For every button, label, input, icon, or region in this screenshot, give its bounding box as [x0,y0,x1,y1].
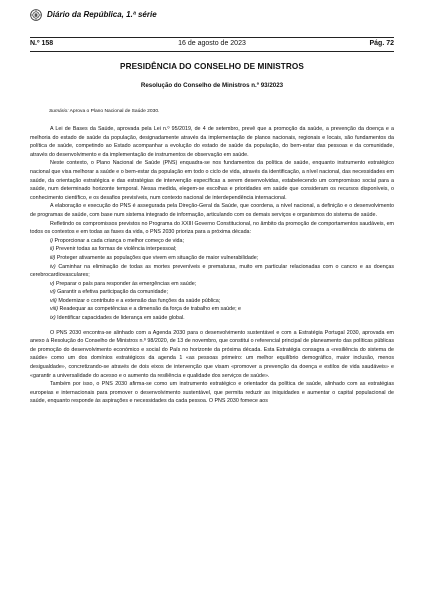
republic-crest-icon [30,9,42,21]
priority-item [30,263,394,280]
issue-date: 16 de agosto de 2023 [178,40,246,47]
priority-marker: v) [50,280,55,287]
summary-label: Sumário: [49,109,69,114]
priority-text: Caminhar na eliminação de todas as mortes preveníveis e prematuras, muito em particular relacionadas com o cancro e as doenças cerebrocardiovasculares; [30,263,394,279]
priority-text: Garantir a efetiva participação da comunidade; [57,289,168,296]
priority-marker: viii) [50,306,59,313]
priority-text: Preparar o país para responder às emergências em saúde; [55,280,197,287]
body-paragraph: Também por isso, o PNS 2030 afirma-se como um instrumento estratégico e orientador da política de saúde, alinhado com as estratégias europeias e internacionais para promover o desenvolvimento sustentável, que permita reduzir as iniquidades e aumentar o capital populacional de saúde, enquanto responde às aspirações e necessidades da cada pessoa. O PNS 2030 fomece aos [30,381,394,405]
priority-text: Prevenir todas as formas de violência interpessoal; [55,246,177,253]
priority-marker: vi) [50,289,56,296]
journal-title: Diário da República, 1.ª série [47,10,157,19]
priority-item [30,314,394,323]
priority-item [30,305,394,314]
priority-marker: ii) [50,246,55,253]
priority-marker: iii) [50,254,56,261]
body-paragraph: A elaboração e execução do PNS é assegurada pela Direção-Geral da Saúde, que coordena, a nível nacional, a definição e o desenvolvimento de programas de saúde, com base num sistema integrado de informação, articulando com os demais serviços e organismos do sistema de saúde. [30,203,394,218]
summary-text: Aprova o Plano Nacional de Saúde 2030. [69,109,160,114]
priority-text: Identificar capacidades de liderança em saúde global. [57,315,185,322]
priority-text: Readequar as competências e a dimensão da força de trabalho em saúde; e [59,306,242,313]
journal-header [30,8,395,24]
priority-item [30,288,394,297]
priorities-list [30,237,394,323]
header-top-rule [30,37,394,38]
body-paragraph: O PNS 2030 encontra-se alinhado com a Agenda 2030 para o desenvolvimento sustentável e com a Estratégia Portugal 2030, aprovada em anexo à Resolução do Conselho de Ministros n.º 98/2020, de 13 de novembro, que constitui o referencial principal de planeamento das políticas públicas de promoção do desenvolvimento económico e social do País no horizonte da próxima década. Esta Estratégia consagra a «resiliência do sistema de saúde» como um dos domínios estratégicos da agenda 1 «as pessoas primeiro: um melhor equilíbrio demográfico, maior inclusão, menos desigualdade», concretizando-se através de dois eixos de intervenção que visam «promover a prevenção da doença e estilos de vida saudáveis» e «garantir a universalidade do acesso e o aumento da resiliência e qualidade dos serviços de saúde». [30,329,394,379]
resolution-title: Resolução do Conselho de Ministros n.º 93/2023 [140,82,284,89]
page-number: Pág. 72 [369,40,394,47]
issue-number: N.º 158 [30,40,54,47]
body-paragraph: A Lei de Bases da Saúde, aprovada pela Lei n.º 95/2019, de 4 de setembro, prevê que a promoção da saúde, a prevenção da doença e a melhoria do estado de saúde da população, designadamente através da implementação de planos nacionais, regionais e locais, são fundamentos da política de saúde, competindo ao Estado acompanhar a evolução do estado de saúde da população, do bem-estar das pessoas e da comunidade, através do desenvolvimento e da implementação de instrumentos de observação em saúde. [30,126,394,158]
body-paragraph: Neste contexto, o Plano Nacional de Saúde (PNS) enquadra-se nos fundamentos da política de saúde, enquanto instrumento estratégico nacional que visa melhorar a saúde e o bem-estar da população em todo o ciclo de vida, através da identificação, a nível nacional, das necessidades em saúde, da orientação estratégica e das estratégias de intervenção específicas a serem desenvolvidas, estabelecendo um compromisso social para a saúde, num determinado horizonte temporal. Nessa medida, elegem-se escolhas e prioridades em saúde que consideram os recursos disponíveis, o conhecimento científico, e os desafios previsíveis, num contexto nacional de interdependência internacional. [30,160,394,201]
priority-item [30,237,394,246]
priority-marker: vii) [50,297,57,304]
priority-text: Proporcionar a cada criança o melhor começo de vida; [54,237,184,244]
issuing-organization: PRESIDÊNCIA DO CONSELHO DE MINISTROS [120,62,304,71]
priority-marker: i) [50,237,53,244]
document-body [30,125,394,406]
header-bottom-rule [30,51,394,52]
summary-line [49,109,159,114]
priority-item [30,254,394,263]
priority-marker: ix) [50,315,56,322]
priority-text: Proteger ativamente as populações que vivem em situação de maior vulnerabilidade; [56,254,259,261]
priority-text: Modernizar o contributo e a extensão das funções da saúde pública; [58,297,221,304]
priority-marker: iv) [50,263,56,270]
body-paragraph: Refletindo os compromissos previstos no Programa do XXIII Governo Constitucional, no âmbito da promoção de comportamentos saudáveis, em todos os contextos e em todas as fases da vida, o PNS 2030 prioriza para a próxima década: [30,220,394,236]
priority-item [30,280,394,289]
priority-item [30,297,394,306]
priority-item [30,245,394,254]
